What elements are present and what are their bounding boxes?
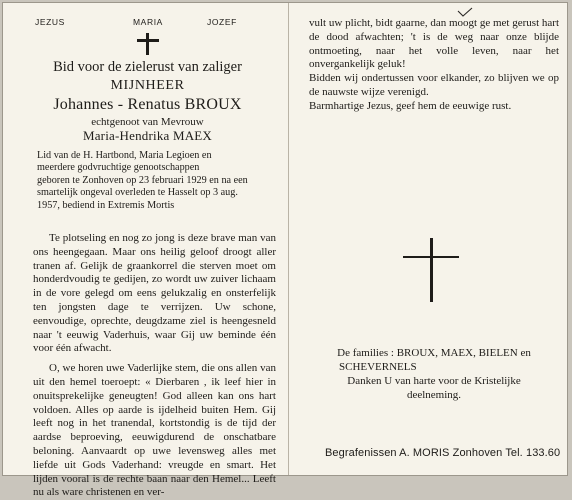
prayer-request: Bid voor de zielerust van zaliger	[53, 59, 242, 75]
spouse-intro: echtgenoot van Mevrouw	[91, 116, 204, 128]
deceased-name: Johannes - Renatus BROUX	[53, 96, 242, 113]
large-cross-icon	[403, 238, 459, 302]
eulogy-paragraph-2: O, we horen uwe Vaderlijke stem, die ons allen van uit den hemel toeroept: « Dierbaren , ik leef hier in onuitsprekelijke geneugten! God alleen kan ons hart voldoen. Alles op aarde is ijdelheid buiten Hem. Gij leeft nog in het tranendal, kortstondig is de tijd der aardse beproeving, eeuwigdurend de onschatbare beloning. Aanvaardt op uwe levensweg alles met liefde uit Gods Vaderhand: vreugde en smart. Het lijden vooral is de rechte baan naar den Hemel... Leeft nu als ware christenen en ver-	[33, 362, 276, 499]
checkmark-annotation-icon	[457, 7, 473, 17]
right-panel	[289, 3, 569, 475]
closing-paragraph-1: vult uw plicht, bidt gaarne, dan moogt ge met gerust hart de dood afwachten; 't is de weg naar onze blijde ontmoeting, naar het volle leven, naar het onvergankelijk geluk!	[309, 17, 559, 71]
small-cross-icon	[137, 33, 159, 55]
closing-paragraph-2: Bidden wij ondertussen voor elkander, zo blijven we op de nauwste wijze verenigd.	[309, 72, 559, 98]
honorific-title: MIJNHEER	[110, 78, 185, 93]
left-panel	[3, 3, 288, 499]
spouse-name: Maria-Hendrika MAEX	[82, 128, 213, 143]
closing-prayer: Barmhartige Jezus, geef hem de eeuwige rust.	[309, 99, 512, 112]
saints-header	[17, 3, 278, 25]
undertaker-line: Begrafenissen A. MORIS Zonhoven Tel. 133.60	[325, 447, 561, 459]
life-details: Lid van de H. Hartbond, Maria Legioen en meerdere godvruchtige genootschappen geboren te Zonhoven op 23 februari 1929 en na een smartelijk ongeval overleden te Hasselt op 3 aug. 1957, bediend in Extremis Mortis	[37, 150, 248, 211]
saint-maria: MARIA	[133, 17, 163, 27]
family-acknowledgement: De families : BROUX, MAEX, BIELEN en SCHEVERNELS Danken U van harte voor de Kristelijke deelneming.	[337, 346, 531, 401]
closing-text	[309, 17, 559, 114]
saint-jezus: JEZUS	[35, 17, 65, 27]
eulogy-paragraph-1: Te plotseling en nog zo jong is deze brave man van ons heengegaan. Maar ons heilig geloof droogt aller tranen af. Gelijk de graankorrel die sterven moet om honderdvoudig te gedijen, zo wordt uw zuiver lichaam in de vore gelegd om eens gelukzalig en onsterfelijk ten jongsten dage te verrijzen. Uw schone, eenvoudige, oprechte, deugdzame ziel is heengesneld naar 't eeuwig Vaderhuis, waar Gij uw beminde één voor één afwacht.	[33, 232, 276, 355]
memorial-card	[2, 2, 568, 499]
saint-jozef: JOZEF	[207, 17, 237, 27]
